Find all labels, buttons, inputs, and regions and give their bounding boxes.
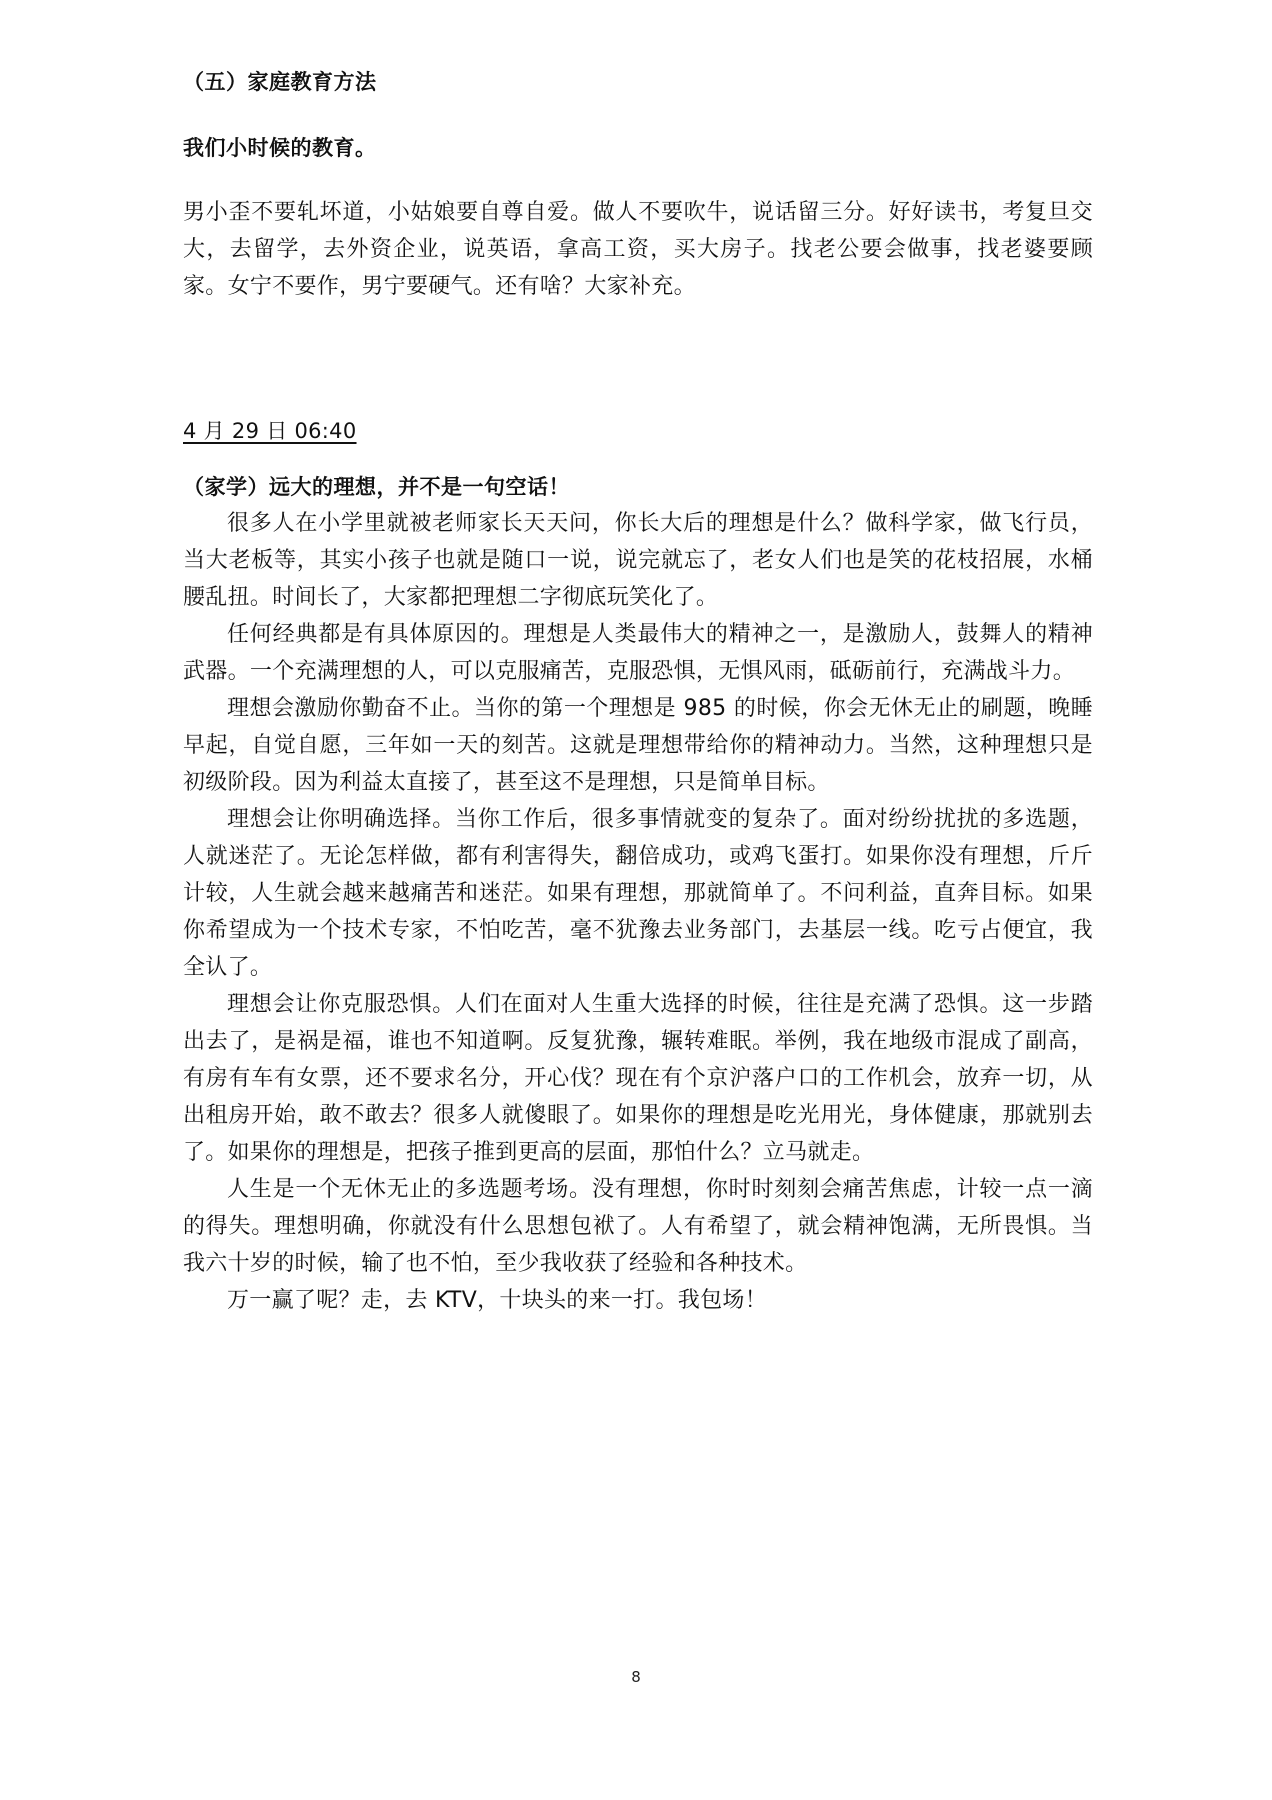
- page-content: [183, 64, 1093, 1319]
- section-subheading: 我们小时候的教育。: [183, 136, 377, 160]
- page-number: 8: [631, 1668, 641, 1686]
- section-paragraph: 男小歪不要轧坏道，小姑娘要自尊自爱。做人不要吹牛，说话留三分。好好读书，考复旦交大，去留学，去外资企业，说英语，拿高工资，买大房子。找老公要会做事，找老婆要顾家。女宁不要作，男宁要硬气。还有啥？大家补充。: [183, 200, 1093, 299]
- entry-paragraph-4: 理想会让你明确选择。当你工作后，很多事情就变的复杂了。面对纷纷扰扰的多选题，人就迷茫了。无论怎样做，都有利害得失，翻倍成功，或鸡飞蛋打。如果你没有理想，斤斤计较，人生就会越来越痛苦和迷茫。如果有理想，那就简单了。不问利益，直奔目标。如果你希望成为一个技术专家，不怕吃苦，毫不犹豫去业务部门，去基层一线。吃亏占便宜，我全认了。: [183, 807, 1093, 980]
- entry-paragraph-3: 理想会激励你勤奋不止。当你的第一个理想是 985 的时候，你会无休无止的刷题，晚睡早起，自觉自愿，三年如一天的刻苦。这就是理想带给你的精神动力。当然，这种理想只是初级阶段。因为利益太直接了，甚至这不是理想，只是简单目标。: [183, 696, 1093, 795]
- entry-paragraph-6: 人生是一个无休无止的多选题考场。没有理想，你时时刻刻会痛苦焦虑，计较一点一滴的得失。理想明确，你就没有什么思想包袱了。人有希望了，就会精神饱满，无所畏惧。当我六十岁的时候，输了也不怕，至少我收获了经验和各种技术。: [183, 1177, 1093, 1276]
- entry-paragraph-5: 理想会让你克服恐惧。人们在面对人生重大选择的时候，往往是充满了恐惧。这一步踏出去了，是祸是福，谁也不知道啊。反复犹豫，辗转难眠。举例，我在地级市混成了副高，有房有车有女票，还不要求名分，开心伐？现在有个京沪落户口的工作机会，放弃一切，从出租房开始，敢不敢去？很多人就傻眼了。如果你的理想是吃光用光，身体健康，那就别去了。如果你的理想是，把孩子推到更高的层面，那怕什么？立马就走。: [183, 992, 1093, 1165]
- section-heading: （五）家庭教育方法: [183, 70, 377, 94]
- entry-date: 4 月 29 日 06:40: [183, 419, 357, 443]
- entry-paragraph-1: 很多人在小学里就被老师家长天天问，你长大后的理想是什么？做科学家，做飞行员，当大老板等，其实小孩子也就是随口一说，说完就忘了，老女人们也是笑的花枝招展，水桶腰乱扭。时间长了，大家都把理想二字彻底玩笑化了。: [183, 511, 1093, 610]
- entry-title: （家学）远大的理想，并不是一句空话！: [183, 475, 570, 499]
- entry-paragraph-7: 万一赢了呢？走，去 KTV，十块头的来一打。我包场！: [227, 1288, 768, 1313]
- entry-paragraph-2: 任何经典都是有具体原因的。理想是人类最伟大的精神之一，是激励人，鼓舞人的精神武器。一个充满理想的人，可以克服痛苦，克服恐惧，无惧风雨，砥砺前行，充满战斗力。: [183, 622, 1093, 684]
